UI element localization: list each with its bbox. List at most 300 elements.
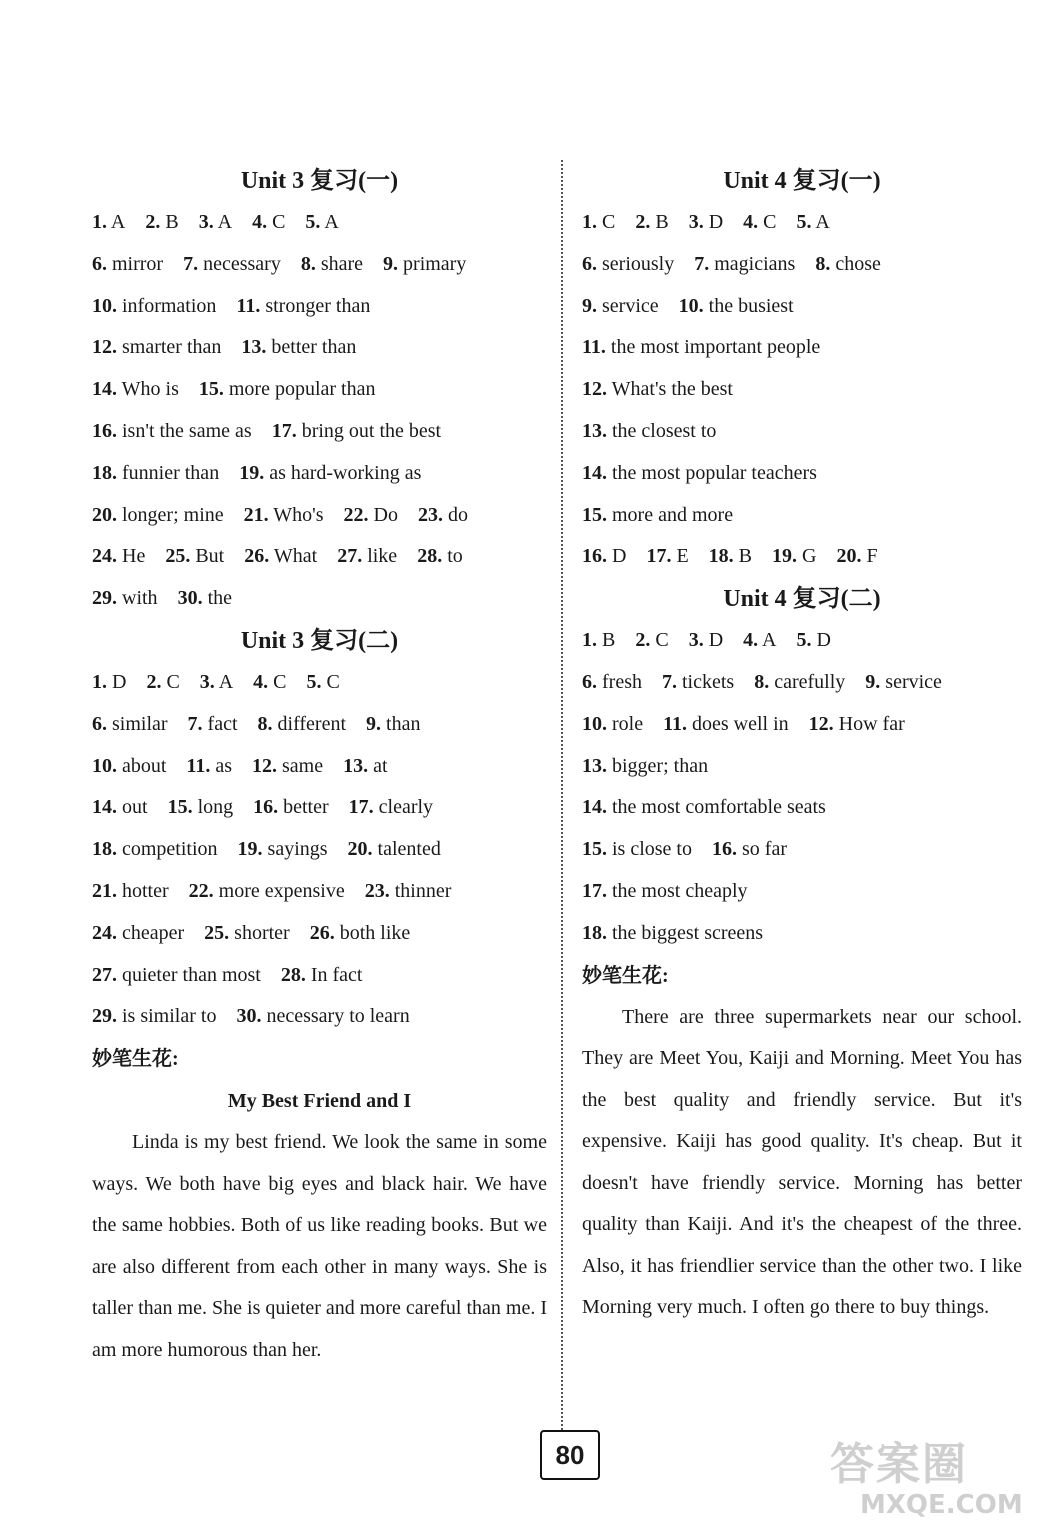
answer-text: chose bbox=[835, 252, 881, 275]
answer-item bbox=[366, 704, 420, 746]
answer-text: G bbox=[802, 545, 817, 568]
answer-line bbox=[92, 286, 547, 328]
answer-item bbox=[92, 495, 224, 537]
answer-item bbox=[809, 704, 905, 746]
answer-item bbox=[307, 662, 340, 704]
answer-number: 7. bbox=[183, 252, 199, 275]
answer-line bbox=[92, 578, 547, 620]
answer-item bbox=[199, 202, 232, 244]
answer-text: is similar to bbox=[122, 1005, 217, 1028]
answer-text: D bbox=[708, 211, 724, 233]
answer-number: 18. bbox=[92, 838, 117, 861]
answer-line bbox=[92, 453, 547, 495]
answer-text: smarter than bbox=[122, 336, 222, 359]
answer-number: 21. bbox=[92, 879, 117, 902]
answer-text: C bbox=[655, 629, 669, 652]
answer-text: Who is bbox=[121, 378, 179, 401]
answer-item bbox=[253, 787, 329, 829]
answer-number: 18. bbox=[708, 545, 734, 568]
answer-text: Do bbox=[373, 503, 398, 526]
answer-text: share bbox=[320, 252, 364, 275]
answer-line bbox=[582, 787, 1022, 829]
section-title: Unit 3 复习(一) bbox=[240, 168, 399, 194]
answer-text: the busiest bbox=[708, 294, 794, 317]
answer-text: Who's bbox=[273, 503, 324, 526]
answer-number: 15. bbox=[582, 503, 607, 526]
answer-item bbox=[92, 787, 148, 829]
answer-number: 3. bbox=[198, 211, 214, 233]
answer-number: 8. bbox=[754, 670, 770, 693]
answer-line bbox=[92, 787, 547, 829]
answer-number: 29. bbox=[92, 587, 117, 610]
answer-text: necessary to learn bbox=[266, 1005, 410, 1028]
answer-text: C bbox=[166, 670, 180, 693]
answer-item bbox=[145, 202, 178, 244]
section-title: Unit 3 复习(二) bbox=[240, 627, 399, 654]
answer-line bbox=[582, 704, 1022, 746]
answer-item bbox=[183, 244, 281, 286]
answer-line bbox=[92, 662, 547, 704]
answer-line bbox=[92, 244, 547, 286]
answer-number: 13. bbox=[343, 754, 369, 777]
essay-right: There are three supermarkets near our school. They are Meet You, Kaiji and Morning. Meet You has the best quality and friendly service. But it's expensive. Kaiji has good quality. It's cheap. But it doesn't have friendly service. Morning has better quality than Kaiji. And it's the cheapest of the three. Also, it has friendlier service than the other two. I like Morning very much. I often go there to buy things. bbox=[582, 1005, 1022, 1319]
answer-item bbox=[244, 495, 324, 537]
answer-line bbox=[92, 704, 547, 746]
answer-item bbox=[344, 495, 398, 537]
answer-number: 5. bbox=[796, 211, 812, 233]
answer-number: 3. bbox=[688, 629, 704, 652]
page-number: 80 bbox=[540, 1430, 600, 1480]
answer-text: than bbox=[386, 712, 421, 735]
answer-text: funnier than bbox=[122, 461, 220, 484]
answer-text: C bbox=[763, 211, 777, 233]
answer-number: 25. bbox=[204, 921, 230, 944]
answer-text: tickets bbox=[681, 670, 735, 693]
answer-item bbox=[241, 327, 356, 369]
answer-number: 12. bbox=[808, 712, 834, 735]
answer-text: fact bbox=[207, 712, 238, 735]
answer-number: 9. bbox=[383, 252, 399, 275]
answer-line bbox=[92, 913, 547, 955]
answer-number: 2. bbox=[635, 629, 651, 652]
answer-text: at bbox=[373, 754, 388, 777]
answer-text: the bbox=[207, 587, 232, 610]
answer-number: 7. bbox=[694, 252, 710, 275]
answer-item bbox=[310, 913, 411, 955]
answer-item bbox=[92, 578, 158, 620]
answer-item bbox=[200, 662, 233, 704]
answer-number: 27. bbox=[92, 963, 117, 986]
answer-number: 19. bbox=[772, 545, 798, 568]
answer-item bbox=[146, 662, 179, 704]
answer-line bbox=[582, 453, 1022, 495]
answer-item bbox=[796, 202, 829, 244]
answer-text: like bbox=[367, 545, 398, 568]
answer-line bbox=[92, 536, 547, 578]
answer-text: as hard-working as bbox=[269, 461, 422, 484]
answer-text: with bbox=[122, 587, 158, 610]
answer-item bbox=[582, 620, 615, 662]
answer-item bbox=[92, 955, 261, 997]
answer-item bbox=[305, 202, 338, 244]
answer-item bbox=[349, 787, 433, 829]
answer-number: 24. bbox=[92, 545, 117, 568]
answer-item bbox=[92, 369, 179, 411]
answer-item bbox=[204, 913, 290, 955]
answer-number: 18. bbox=[92, 461, 117, 484]
answer-text: What bbox=[273, 545, 318, 568]
answer-number: 26. bbox=[244, 545, 270, 568]
answer-number: 16. bbox=[712, 838, 737, 861]
answer-text: similar bbox=[112, 712, 168, 735]
answer-item bbox=[635, 620, 668, 662]
answer-line bbox=[582, 662, 1022, 704]
answer-line bbox=[582, 286, 1022, 328]
answer-item bbox=[92, 913, 184, 955]
answer-number: 7. bbox=[187, 712, 203, 735]
answer-item bbox=[301, 244, 363, 286]
watermark-url: MXQE.COM bbox=[860, 1490, 1023, 1520]
answer-number: 13. bbox=[582, 419, 607, 442]
left-sections bbox=[92, 160, 547, 1038]
answer-number: 22. bbox=[343, 503, 369, 526]
answer-text: magicians bbox=[714, 252, 796, 275]
answer-text: A bbox=[762, 629, 777, 652]
answer-number: 4. bbox=[252, 211, 268, 233]
answer-item bbox=[244, 536, 317, 578]
answer-line bbox=[92, 369, 547, 411]
answer-item bbox=[92, 662, 126, 704]
answer-line bbox=[92, 495, 547, 537]
answer-number: 11. bbox=[186, 754, 211, 777]
answer-text: hotter bbox=[122, 879, 169, 902]
answer-item bbox=[582, 829, 692, 871]
answer-number: 1. bbox=[582, 629, 597, 652]
answer-item bbox=[582, 704, 643, 746]
answer-text: carefully bbox=[774, 670, 846, 693]
answer-item bbox=[582, 787, 826, 829]
answer-item bbox=[348, 829, 441, 871]
answer-item bbox=[258, 704, 347, 746]
answer-item bbox=[253, 662, 286, 704]
answer-line bbox=[582, 411, 1022, 453]
answer-item bbox=[797, 620, 831, 662]
answer-text: service bbox=[885, 670, 942, 693]
answer-number: 22. bbox=[188, 879, 214, 902]
answer-text: better than bbox=[271, 336, 357, 359]
answer-text: better bbox=[283, 796, 329, 819]
answer-item bbox=[663, 704, 789, 746]
answer-number: 20. bbox=[92, 503, 117, 526]
answer-text: A bbox=[324, 211, 339, 233]
answer-number: 19. bbox=[237, 838, 263, 861]
answer-text: B bbox=[655, 211, 669, 233]
answer-item bbox=[709, 536, 752, 578]
answer-number: 14. bbox=[92, 378, 117, 401]
answer-text: isn't the same as bbox=[122, 419, 252, 442]
answer-line bbox=[582, 913, 1022, 955]
answer-number: 6. bbox=[582, 252, 597, 275]
answer-line bbox=[582, 202, 1022, 244]
answer-text: the most important people bbox=[610, 336, 821, 359]
answer-number: 9. bbox=[865, 670, 881, 693]
answer-text: quieter than most bbox=[122, 963, 261, 986]
watermark-text: 答案圈 bbox=[830, 1439, 968, 1490]
answer-item bbox=[168, 787, 234, 829]
answer-item bbox=[418, 495, 468, 537]
answer-number: 1. bbox=[582, 211, 597, 233]
answer-text: longer; mine bbox=[122, 503, 224, 526]
answer-text: sayings bbox=[267, 838, 328, 861]
answer-item bbox=[582, 244, 674, 286]
answer-text: seriously bbox=[602, 252, 675, 275]
answer-number: 17. bbox=[271, 419, 297, 442]
answer-number: 7. bbox=[661, 670, 677, 693]
answer-item bbox=[239, 453, 421, 495]
answer-item bbox=[92, 453, 219, 495]
answer-text: C bbox=[326, 670, 340, 693]
answer-number: 15. bbox=[198, 378, 224, 401]
answer-item bbox=[92, 327, 221, 369]
answer-item bbox=[754, 662, 845, 704]
answer-item bbox=[337, 536, 397, 578]
essay-left: Linda is my best friend. We look the same in some ways. We both have big eyes and black hair. We have the same hobbies. Both of us like reading books. But we are also different from each other in many ways. She is taller than me. She is quieter and more careful than me. I am more humorous than her. bbox=[92, 1131, 547, 1361]
answer-number: 14. bbox=[582, 796, 607, 819]
answer-item bbox=[236, 996, 409, 1038]
answer-text: D bbox=[708, 629, 724, 652]
answer-item bbox=[712, 829, 787, 871]
answer-line bbox=[92, 871, 547, 913]
answer-item bbox=[582, 453, 817, 495]
answer-text: clearly bbox=[378, 796, 434, 819]
answer-text: C bbox=[602, 211, 616, 233]
answer-text: He bbox=[122, 545, 146, 568]
answer-item bbox=[165, 536, 224, 578]
answer-text: more and more bbox=[612, 503, 734, 526]
answer-text: cheaper bbox=[122, 921, 185, 944]
answer-item bbox=[582, 202, 615, 244]
answer-text: thinner bbox=[394, 879, 452, 902]
answer-number: 30. bbox=[236, 1005, 262, 1028]
answer-number: 2. bbox=[145, 211, 161, 233]
answer-text: B bbox=[602, 629, 616, 652]
answer-number: 5. bbox=[305, 211, 321, 233]
answer-item bbox=[383, 244, 466, 286]
answer-text: competition bbox=[122, 838, 218, 861]
answer-number: 8. bbox=[300, 252, 316, 275]
answer-number: 1. bbox=[92, 211, 107, 233]
answer-item bbox=[662, 662, 734, 704]
answer-line bbox=[92, 996, 547, 1038]
answer-text: the most cheaply bbox=[612, 879, 748, 902]
writing-label-left: 妙笔生花: bbox=[92, 1048, 179, 1071]
answer-text: as bbox=[215, 754, 233, 777]
answer-item bbox=[694, 244, 795, 286]
answer-line bbox=[92, 746, 547, 788]
answer-number: 10. bbox=[92, 754, 117, 777]
answer-number: 17. bbox=[646, 545, 672, 568]
answer-item bbox=[772, 536, 816, 578]
answer-item bbox=[189, 871, 345, 913]
answer-item bbox=[743, 202, 776, 244]
answer-number: 9. bbox=[366, 712, 382, 735]
answer-line bbox=[582, 829, 1022, 871]
answer-item bbox=[582, 746, 708, 788]
answer-item bbox=[92, 829, 218, 871]
answer-text: the closest to bbox=[612, 419, 717, 442]
answer-number: 14. bbox=[92, 796, 117, 819]
answer-item bbox=[582, 871, 748, 913]
answer-item bbox=[92, 996, 216, 1038]
answer-text: What's the best bbox=[611, 378, 733, 401]
answer-line bbox=[92, 202, 547, 244]
answer-text: necessary bbox=[203, 252, 281, 275]
answer-number: 12. bbox=[252, 754, 278, 777]
answer-number: 10. bbox=[678, 294, 704, 317]
answer-text: primary bbox=[403, 252, 467, 275]
answer-number: 21. bbox=[243, 503, 269, 526]
answer-text: is close to bbox=[612, 838, 692, 861]
answer-text: long bbox=[197, 796, 234, 819]
answer-number: 12. bbox=[582, 378, 607, 401]
watermark-logo bbox=[830, 1440, 1030, 1530]
answer-item bbox=[689, 620, 723, 662]
answer-text: bring out the best bbox=[301, 419, 442, 442]
answer-item bbox=[92, 536, 145, 578]
answer-text: F bbox=[866, 545, 878, 568]
answer-text: mirror bbox=[112, 252, 164, 275]
answer-item bbox=[92, 704, 168, 746]
answer-item bbox=[252, 202, 285, 244]
answer-text: D bbox=[816, 629, 831, 652]
answer-number: 4. bbox=[743, 211, 759, 233]
answer-item bbox=[365, 871, 452, 913]
left-column bbox=[92, 160, 547, 1371]
answer-number: 16. bbox=[582, 545, 607, 568]
answer-text: D bbox=[612, 545, 627, 568]
answer-number: 14. bbox=[582, 461, 607, 484]
answer-item bbox=[199, 369, 376, 411]
answer-item bbox=[582, 286, 659, 328]
answer-number: 25. bbox=[165, 545, 191, 568]
answer-number: 23. bbox=[364, 879, 390, 902]
answer-line bbox=[582, 746, 1022, 788]
right-column bbox=[582, 160, 1022, 1329]
answer-item bbox=[92, 411, 252, 453]
answer-line bbox=[582, 620, 1022, 662]
answer-line bbox=[92, 327, 547, 369]
answer-item bbox=[646, 536, 688, 578]
answer-number: 16. bbox=[253, 796, 279, 819]
answer-text: A bbox=[110, 211, 126, 233]
answer-number: 3. bbox=[199, 670, 215, 693]
answer-line bbox=[92, 955, 547, 997]
answer-item bbox=[343, 746, 387, 788]
answer-item bbox=[689, 202, 723, 244]
answer-item bbox=[815, 244, 881, 286]
answer-item bbox=[236, 286, 370, 328]
answer-number: 30. bbox=[177, 587, 203, 610]
answer-item bbox=[92, 746, 166, 788]
answer-text: C bbox=[272, 211, 286, 233]
answer-line bbox=[582, 327, 1022, 369]
answer-text: E bbox=[676, 545, 689, 568]
answer-text: do bbox=[448, 503, 468, 526]
answer-text: information bbox=[122, 294, 217, 317]
answer-text: In fact bbox=[310, 963, 363, 986]
answer-number: 5. bbox=[306, 670, 322, 693]
answer-item bbox=[417, 536, 463, 578]
answer-line bbox=[582, 495, 1022, 537]
answer-number: 1. bbox=[92, 670, 107, 693]
answer-text: about bbox=[122, 754, 167, 777]
answer-text: A bbox=[217, 211, 233, 233]
answer-item bbox=[836, 536, 877, 578]
answer-number: 23. bbox=[418, 503, 443, 526]
answer-number: 11. bbox=[236, 294, 261, 317]
answer-number: 4. bbox=[253, 670, 269, 693]
answer-item bbox=[281, 955, 363, 997]
answer-line bbox=[582, 369, 1022, 411]
answer-item bbox=[582, 913, 763, 955]
answer-text: does well in bbox=[692, 712, 789, 735]
answer-number: 29. bbox=[92, 1005, 117, 1028]
answer-text: different bbox=[277, 712, 347, 735]
answer-item bbox=[582, 369, 733, 411]
column-divider bbox=[561, 160, 563, 1430]
answer-text: stronger than bbox=[265, 294, 371, 317]
answer-item bbox=[582, 495, 733, 537]
answer-text: shorter bbox=[234, 921, 290, 944]
answer-number: 15. bbox=[582, 838, 607, 861]
answer-text: fresh bbox=[602, 670, 642, 693]
answer-text: to bbox=[447, 545, 463, 568]
answer-number: 10. bbox=[582, 712, 607, 735]
answer-text: B bbox=[165, 211, 179, 233]
answer-number: 10. bbox=[92, 294, 117, 317]
answer-number: 6. bbox=[92, 252, 107, 275]
answer-number: 16. bbox=[92, 419, 117, 442]
answer-number: 5. bbox=[796, 629, 812, 652]
answer-text: same bbox=[282, 754, 324, 777]
writing-label-right: 妙笔生花: bbox=[582, 964, 669, 987]
answer-number: 13. bbox=[241, 336, 267, 359]
answer-item bbox=[582, 536, 626, 578]
section-title: Unit 4 复习(二) bbox=[723, 586, 881, 613]
answer-number: 20. bbox=[836, 545, 862, 568]
answer-text: the biggest screens bbox=[612, 921, 764, 944]
answer-number: 11. bbox=[582, 336, 606, 359]
answer-line bbox=[582, 244, 1022, 286]
answer-number: 24. bbox=[92, 921, 117, 944]
answer-item bbox=[92, 202, 125, 244]
answer-number: 8. bbox=[815, 252, 831, 275]
answer-item bbox=[582, 327, 820, 369]
answer-text: the most popular teachers bbox=[612, 461, 817, 484]
answer-number: 6. bbox=[92, 712, 107, 735]
answer-line bbox=[582, 536, 1022, 578]
answer-text: A bbox=[218, 670, 234, 693]
answer-text: both like bbox=[339, 921, 411, 944]
answer-item bbox=[92, 244, 163, 286]
answer-item bbox=[178, 578, 232, 620]
answer-text: more popular than bbox=[228, 378, 376, 401]
answer-number: 4. bbox=[743, 629, 759, 652]
answer-item bbox=[188, 704, 238, 746]
answer-number: 28. bbox=[417, 545, 443, 568]
answer-item bbox=[186, 746, 232, 788]
answer-item bbox=[252, 746, 323, 788]
